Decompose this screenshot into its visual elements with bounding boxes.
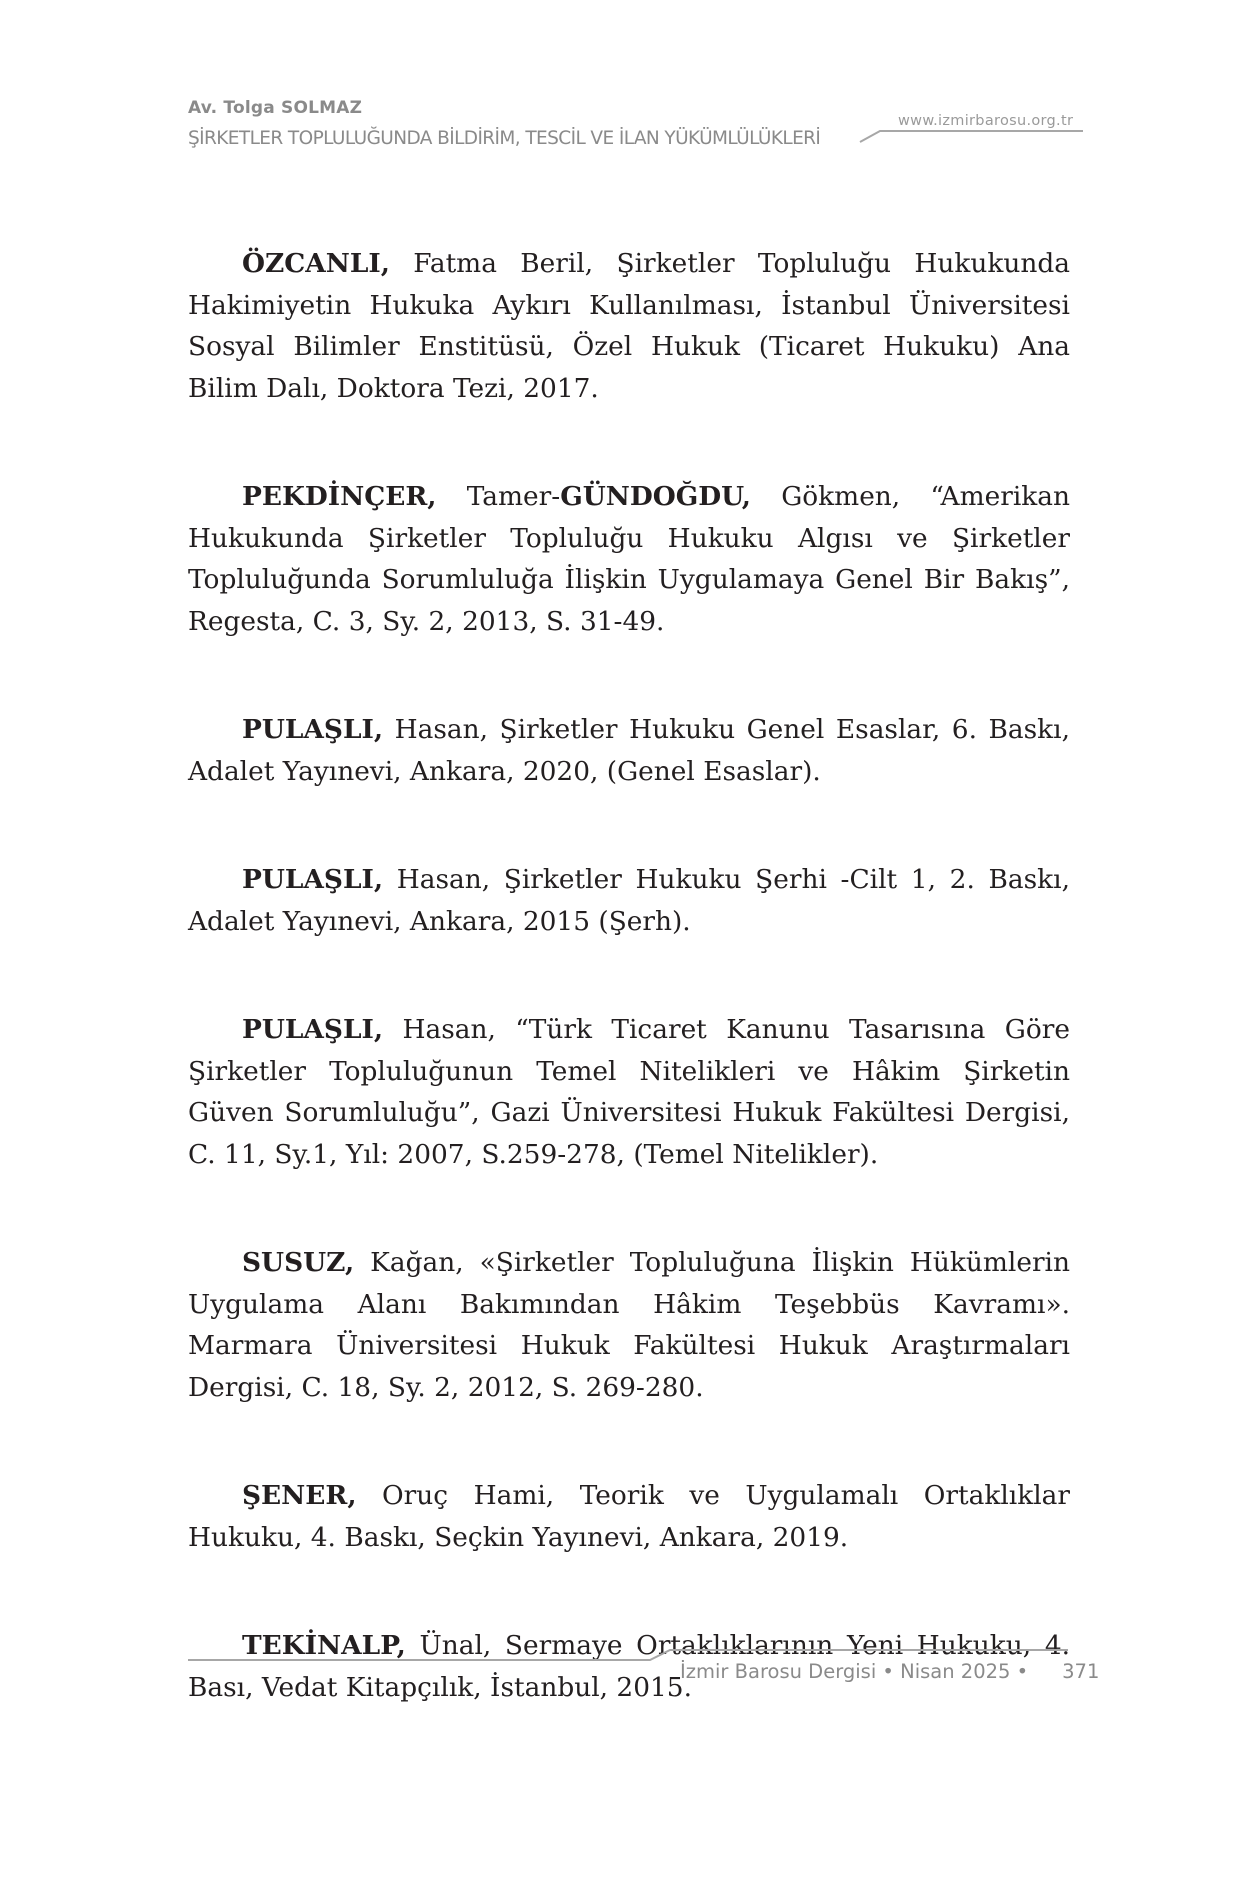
reference-text: Tamer- [436,481,561,512]
reference-text: Hasan, Şirketler Hukuku Genel Esaslar, 6. Baskı, Adalet Yayınevi, Ankara, 2020, (Genel Esaslar). [188,714,1070,787]
header-website: www.izmirbarosu.org.tr [898,113,1074,129]
reference-entry [188,709,1070,792]
reference-text: Hasan, Şirketler Hukuku Şerhi -Cilt 1, 2. Baskı, Adalet Yayınevi, Ankara, 2015 (Şerh). [188,864,1070,937]
footer-journal: İzmir Barosu Dergisi • Nisan 2025 • [680,1660,1029,1683]
header-author: Av. Tolga SOLMAZ [188,98,363,118]
reference-text: Hasan, “Türk Ticaret Kanunu Tasarısına Göre Şirketler Topluluğunun Temel Nitelikleri ve Hâkim Şirketin Güven Sorumluluğu”, Gazi Üniversitesi Hukuk Fakültesi Dergisi, C. 11, Sy.1, Yıl: 2007, S.259-278, (Temel Nitelikler). [188,1014,1070,1170]
page-header [0,0,1260,170]
header-running-title: ŞİRKETLER TOPLULUĞUNDA BİLDİRİM, TESCİL VE İLAN YÜKÜMLÜLÜKLERİ [188,128,821,149]
reference-author: GÜNDOĞDU, [560,481,751,512]
reference-author: ÖZCANLI, [242,248,390,279]
reference-entry [188,243,1070,409]
reference-author: TEKİNALP, [242,1630,406,1661]
reference-author: PULAŞLI, [242,714,384,745]
reference-entry [188,1475,1070,1558]
reference-author: ŞENER, [242,1480,357,1511]
reference-text: Oruç Hami, Teorik ve Uygulamalı Ortaklıklar Hukuku, 4. Baskı, Seçkin Yayınevi, Ankara, 2019. [188,1480,1070,1553]
reference-author: PEKDİNÇER, [242,481,437,512]
reference-entry [188,859,1070,942]
reference-author: SUSUZ, [242,1247,355,1278]
page-footer [680,1660,1099,1683]
reference-author: PULAŞLI, [242,864,384,895]
reference-list [188,243,1070,1775]
reference-entry [188,1009,1070,1175]
reference-entry [188,1242,1070,1408]
reference-entry [188,476,1070,642]
reference-text: Fatma Beril, Şirketler Topluluğu Hukukunda Hakimiyetin Hukuka Aykırı Kullanılması, İstanbul Üniversitesi Sosyal Bilimler Enstitüsü, Özel Hukuk (Ticaret Hukuku) Ana Bilim Dalı, Doktora Tezi, 2017. [188,248,1070,404]
reference-author: PULAŞLI, [242,1014,384,1045]
reference-text: Kağan, «Şirketler Topluluğuna İlişkin Hükümlerin Uygulama Alanı Bakımından Hâkim Teşebbüs Kavramı». Marmara Üniversitesi Hukuk Fakültesi Hukuk Araştırmaları Dergisi, C. 18, Sy. 2, 2012, S. 269-280. [188,1247,1070,1403]
page-number: 371 [1062,1660,1100,1683]
reference-text: Ünal, Sermaye Ortaklıklarının Yeni Hukuku, 4. Bası, Vedat Kitapçılık, İstanbul, 2015. [188,1630,1070,1703]
reference-text: Gökmen, “Amerikan Hukukunda Şirketler Topluluğu Hukuku Algısı ve Şirketler Topluluğunda Sorumluluğa İlişkin Uygulamaya Genel Bir Bakış”, Regesta, C. 3, Sy. 2, 2013, S. 31-49. [188,481,1070,637]
